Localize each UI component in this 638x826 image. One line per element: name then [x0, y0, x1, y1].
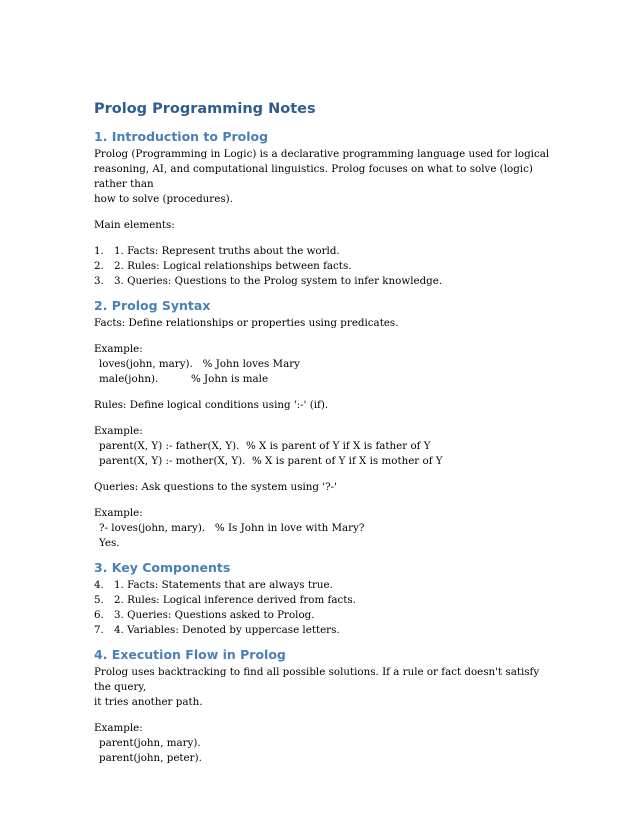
list-text: 3. Queries: Questions to the Prolog system to infer knowledge.	[114, 275, 443, 287]
code-line: parent(X, Y) :- mother(X, Y). % X is parent of Y if X is mother of Y	[99, 455, 443, 467]
section-heading-key-components: 3. Key Components	[94, 560, 231, 575]
list-text: 4. Variables: Denoted by uppercase letters.	[114, 624, 340, 636]
list-text: 3. Queries: Questions asked to Prolog.	[114, 609, 315, 621]
list-number: 7.	[94, 624, 104, 636]
example-label: Example:	[94, 507, 143, 519]
list-number: 5.	[94, 594, 104, 606]
intro-paragraph-line: reasoning, AI, and computational linguistics. Prolog focuses on what to solve (logic) rather than	[94, 163, 533, 190]
example-label: Example:	[94, 425, 143, 437]
list-number: 3.	[94, 275, 104, 287]
document-title: Prolog Programming Notes	[94, 101, 316, 117]
list-item	[94, 593, 554, 608]
section-heading-introduction: 1. Introduction to Prolog	[94, 129, 269, 144]
list-item	[94, 274, 554, 289]
example-label: Example:	[94, 722, 143, 734]
list-item	[94, 578, 554, 593]
main-elements-label: Main elements:	[94, 219, 175, 231]
list-text: 1. Facts: Represent truths about the world.	[114, 245, 340, 257]
queries-description: Queries: Ask questions to the system using '?-'	[94, 481, 337, 493]
list-item	[94, 259, 554, 274]
document-page	[94, 96, 554, 766]
list-item	[94, 608, 554, 623]
code-line: Yes.	[99, 537, 120, 549]
code-line: parent(john, peter).	[99, 752, 202, 764]
facts-description: Facts: Define relationships or properties using predicates.	[94, 317, 399, 329]
code-line: loves(john, mary). % John loves Mary	[99, 358, 300, 370]
code-line: parent(john, mary).	[99, 737, 201, 749]
list-number: 1.	[94, 245, 104, 257]
code-line: male(john). % John is male	[99, 373, 269, 385]
list-number: 2.	[94, 260, 104, 272]
code-line: parent(X, Y) :- father(X, Y). % X is parent of Y if X is father of Y	[99, 440, 431, 452]
list-text: 2. Rules: Logical inference derived from facts.	[114, 594, 356, 606]
list-number: 4.	[94, 579, 104, 591]
section-heading-execution-flow: 4. Execution Flow in Prolog	[94, 647, 286, 662]
section-heading-syntax: 2. Prolog Syntax	[94, 298, 211, 313]
rules-description: Rules: Define logical conditions using ':-' (if).	[94, 399, 329, 411]
list-text: 1. Facts: Statements that are always true.	[114, 579, 333, 591]
list-text: 2. Rules: Logical relationships between facts.	[114, 260, 352, 272]
list-number: 6.	[94, 609, 104, 621]
execution-paragraph-line: Prolog uses backtracking to find all possible solutions. If a rule or fact doesn't satisfy the query,	[94, 666, 540, 693]
list-item	[94, 623, 554, 638]
execution-paragraph-line: it tries another path.	[94, 696, 203, 708]
example-label: Example:	[94, 343, 143, 355]
code-line: ?- loves(john, mary). % Is John in love with Mary?	[99, 522, 365, 534]
intro-paragraph-line: how to solve (procedures).	[94, 193, 233, 205]
list-item	[94, 244, 554, 259]
intro-paragraph-line: Prolog (Programming in Logic) is a declarative programming language used for logical	[94, 148, 550, 160]
